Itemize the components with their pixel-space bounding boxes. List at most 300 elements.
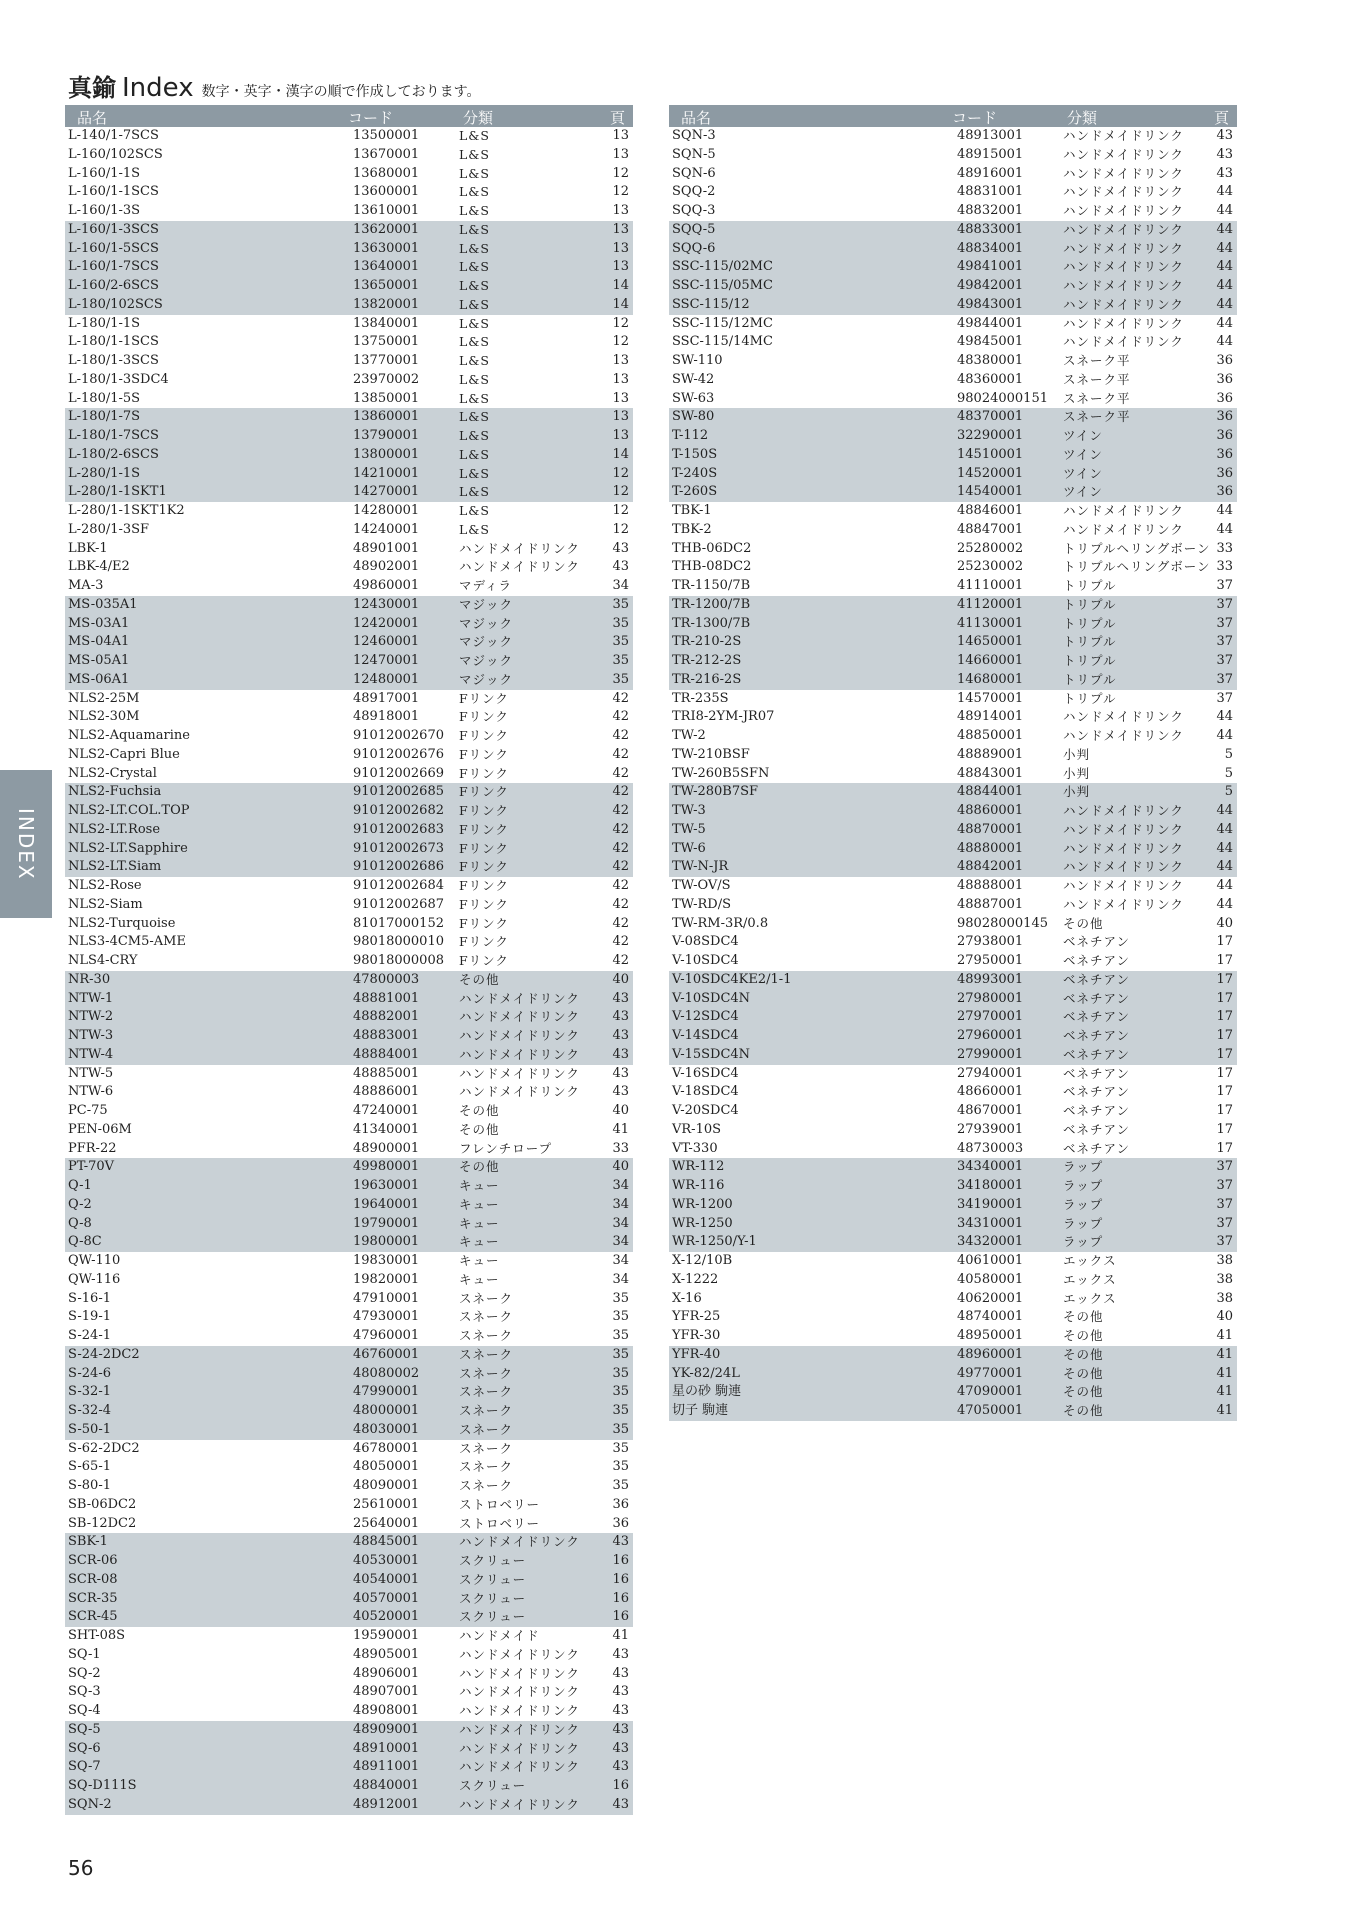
table-row <box>65 1796 633 1815</box>
cell-code: 49845001 <box>957 334 1024 350</box>
index-side-tab[interactable] <box>0 770 52 918</box>
cell-category: エックス <box>1063 1253 1117 1268</box>
cell-page: 44 <box>1216 278 1233 293</box>
cell-category: ストロベリー <box>459 1515 541 1531</box>
cell-code: 91012002684 <box>353 878 444 893</box>
cell-code: 14270001 <box>353 484 420 500</box>
cell-code: 13800001 <box>353 446 420 462</box>
cell-page: 43 <box>612 1646 629 1662</box>
cell-page: 17 <box>1216 1121 1233 1137</box>
cell-category: ツイン <box>1063 446 1103 462</box>
table-row <box>65 390 633 409</box>
cell-page: 38 <box>1216 1290 1233 1306</box>
cell-category: ベネチアン <box>1063 1065 1131 1081</box>
cell-category: スクリュー <box>459 1778 527 1793</box>
cell-code: 14570001 <box>957 690 1024 706</box>
cell-category: ラップ <box>1063 1159 1104 1175</box>
cell-page: 43 <box>612 1759 629 1775</box>
cell-page: 41 <box>612 1628 629 1643</box>
cell-code: 48906001 <box>353 1665 420 1681</box>
cell-page: 40 <box>612 1103 629 1118</box>
table-row <box>669 558 1237 577</box>
cell-page: 35 <box>612 1440 629 1456</box>
table-row <box>65 615 633 634</box>
cell-page: 43 <box>612 1721 629 1737</box>
cell-name: L-160/1-5SCS <box>68 240 159 256</box>
cell-category: スネーク <box>459 1346 514 1362</box>
table-header <box>65 105 633 127</box>
cell-page: 43 <box>612 1009 629 1025</box>
table-row <box>65 521 633 540</box>
cell-code: 19640001 <box>353 1196 420 1212</box>
cell-name: TW-210BSF <box>672 746 750 762</box>
cell-category: その他 <box>459 1121 500 1137</box>
table-row <box>669 408 1237 427</box>
cell-name: SCR-06 <box>68 1553 118 1568</box>
cell-category: スクリュー <box>459 1590 527 1606</box>
cell-code: 49842001 <box>957 278 1024 293</box>
table-row <box>669 933 1237 952</box>
cell-category: マジック <box>459 671 514 687</box>
cell-page: 43 <box>612 1740 629 1756</box>
cell-category: キュー <box>459 1196 500 1212</box>
cell-name: NLS2-30M <box>68 709 140 725</box>
cell-name: NLS3-4CM5-AME <box>68 934 186 950</box>
cell-category: その他 <box>1063 1365 1104 1381</box>
cell-name: V-15SDC4N <box>672 1046 751 1062</box>
table-row <box>65 333 633 352</box>
cell-name: YFR-30 <box>672 1328 721 1343</box>
cell-category: L&S <box>459 503 490 518</box>
cell-code: 48090001 <box>353 1478 420 1493</box>
cell-name: QW-116 <box>68 1271 121 1287</box>
cell-name: Q-8C <box>68 1234 102 1250</box>
cell-page: 42 <box>612 709 629 725</box>
table-row <box>669 521 1237 540</box>
cell-page: 44 <box>1216 315 1233 331</box>
cell-name: S-16-1 <box>68 1290 111 1306</box>
table-row <box>65 1027 633 1046</box>
side-tab-label: INDEX <box>14 807 38 881</box>
table-row <box>65 1552 633 1571</box>
cell-page: 42 <box>612 821 629 837</box>
cell-name: NR-30 <box>68 971 111 987</box>
cell-category: その他 <box>459 1103 500 1118</box>
cell-page: 13 <box>612 428 629 443</box>
cell-name: V-10SDC4KE2/1-1 <box>672 971 792 987</box>
cell-category: L&S <box>459 259 490 275</box>
cell-name: S-32-1 <box>68 1384 111 1400</box>
table-row <box>669 1065 1237 1084</box>
cell-code: 13630001 <box>353 240 420 256</box>
cell-code: 48834001 <box>957 240 1024 256</box>
cell-category: ハンドメイドリンク <box>1063 521 1184 537</box>
table-row <box>65 1421 633 1440</box>
table-row <box>65 690 633 709</box>
cell-page: 35 <box>612 1309 629 1325</box>
cell-name: L-160/1-7SCS <box>68 259 159 275</box>
cell-category: エックス <box>1063 1271 1117 1287</box>
cell-page: 36 <box>1216 465 1233 481</box>
cell-name: 星の砂 駒連 <box>672 1384 742 1400</box>
header-category: 分類 <box>1067 109 1098 127</box>
table-row <box>65 1327 633 1346</box>
cell-code: 27980001 <box>957 990 1024 1006</box>
cell-page: 40 <box>612 1159 629 1175</box>
cell-name: NTW-1 <box>68 990 114 1006</box>
cell-category: ハンドメイドリンク <box>1063 240 1184 256</box>
cell-name: L-280/1-1SKT1K2 <box>68 503 185 518</box>
cell-page: 34 <box>612 1215 629 1231</box>
cell-page: 13 <box>612 371 629 387</box>
table-row <box>669 333 1237 352</box>
cell-category: トリプル <box>1063 615 1117 631</box>
table-row <box>65 408 633 427</box>
cell-category: ハンドメイドリンク <box>459 990 580 1006</box>
cell-page: 36 <box>1216 446 1233 462</box>
table-header <box>669 105 1237 127</box>
cell-page: 37 <box>1216 1196 1233 1212</box>
cell-name: NLS4-CRY <box>68 953 138 968</box>
table-row <box>669 240 1237 259</box>
cell-page: 41 <box>1216 1403 1233 1418</box>
cell-code: 48950001 <box>957 1328 1024 1343</box>
cell-category: ハンドメイドリンク <box>1063 278 1184 293</box>
cell-category: スネーク平 <box>1063 409 1131 425</box>
table-row <box>669 802 1237 821</box>
table-row <box>65 821 633 840</box>
cell-category: ベネチアン <box>1063 990 1131 1006</box>
table-row <box>65 1065 633 1084</box>
table-row <box>669 1121 1237 1140</box>
cell-page: 43 <box>612 1065 629 1081</box>
cell-category: スクリュー <box>459 1553 527 1568</box>
cell-category: ハンドメイドリンク <box>459 1721 580 1737</box>
cell-code: 48360001 <box>957 371 1024 387</box>
table-row <box>65 577 633 596</box>
table-row <box>65 1402 633 1421</box>
cell-page: 36 <box>612 1496 629 1512</box>
cell-category: ベネチアン <box>1063 953 1131 968</box>
table-row <box>65 371 633 390</box>
cell-category: L&S <box>459 371 490 387</box>
cell-category: ベネチアン <box>1063 971 1131 987</box>
cell-name: SQQ-3 <box>672 203 716 218</box>
table-row <box>65 652 633 671</box>
table-row <box>65 1758 633 1777</box>
title-main: 真鍮 <box>68 74 116 102</box>
cell-category: スネーク <box>459 1459 514 1475</box>
cell-category: L&S <box>459 428 490 443</box>
cell-code: 14520001 <box>957 465 1024 481</box>
cell-category: ツイン <box>1063 428 1103 443</box>
table-row <box>65 1083 633 1102</box>
cell-page: 35 <box>612 596 629 612</box>
cell-page: 37 <box>1216 671 1233 687</box>
cell-name: NLS2-Rose <box>68 878 142 893</box>
cell-code: 13500001 <box>353 128 420 143</box>
cell-category: キュー <box>459 1178 500 1193</box>
table-row <box>669 1215 1237 1234</box>
cell-category: ベネチアン <box>1063 1009 1131 1025</box>
cell-name: SQ-2 <box>68 1665 101 1681</box>
cell-category: スネーク <box>459 1290 514 1306</box>
table-row <box>669 465 1237 484</box>
table-row <box>669 765 1237 784</box>
cell-name: Q-8 <box>68 1215 92 1231</box>
cell-category: ハンドメイドリンク <box>1063 221 1184 237</box>
cell-category: フレンチロープ <box>459 1140 553 1156</box>
cell-name: MS-06A1 <box>68 671 130 687</box>
cell-page: 43 <box>612 1046 629 1062</box>
cell-page: 16 <box>612 1571 629 1587</box>
cell-category: トリプルヘリングボーン <box>1063 540 1211 556</box>
cell-page: 13 <box>612 221 629 237</box>
cell-name: S-24-6 <box>68 1365 111 1381</box>
table-row <box>65 1233 633 1252</box>
table-row <box>65 427 633 446</box>
table-row <box>65 258 633 277</box>
cell-page: 36 <box>1216 409 1233 425</box>
cell-name: L-180/2-6SCS <box>68 446 159 462</box>
cell-name: TW-N-JR <box>672 859 729 875</box>
cell-code: 49980001 <box>353 1159 420 1175</box>
cell-code: 47910001 <box>353 1290 420 1306</box>
cell-category: スネーク平 <box>1063 390 1131 406</box>
cell-code: 48845001 <box>353 1534 420 1550</box>
table-row <box>65 840 633 859</box>
table-row <box>669 746 1237 765</box>
cell-name: Q-2 <box>68 1196 92 1212</box>
cell-code: 49860001 <box>353 578 420 593</box>
cell-category: マディラ <box>459 578 513 593</box>
cell-page: 41 <box>612 1121 629 1137</box>
table-row <box>669 1196 1237 1215</box>
table-row <box>65 727 633 746</box>
cell-name: L-180/1-1S <box>68 315 141 331</box>
cell-category: L&S <box>459 390 490 406</box>
cell-code: 34180001 <box>957 1178 1024 1193</box>
cell-category: L&S <box>459 278 490 293</box>
cell-category: ハンドメイドリンク <box>1063 859 1184 875</box>
cell-name: YK-82/24L <box>672 1365 740 1381</box>
cell-code: 41340001 <box>353 1121 420 1137</box>
cell-page: 34 <box>612 1253 629 1268</box>
cell-code: 48901001 <box>353 540 420 556</box>
cell-category: Fリンク <box>459 784 509 800</box>
cell-category: キュー <box>459 1253 500 1268</box>
cell-page: 35 <box>612 634 629 650</box>
cell-page: 13 <box>612 128 629 143</box>
cell-code: 48870001 <box>957 821 1024 837</box>
cell-name: SQ-1 <box>68 1646 101 1662</box>
cell-name: NLS2-Fuchsia <box>68 784 162 800</box>
cell-name: TR-212-2S <box>672 653 742 668</box>
table-row <box>65 915 633 934</box>
cell-name: TR-210-2S <box>672 634 742 650</box>
cell-category: エックス <box>1063 1290 1117 1306</box>
table-row <box>65 783 633 802</box>
cell-name: NLS2-Turquoise <box>68 915 176 931</box>
cell-code: 48080002 <box>353 1365 420 1381</box>
cell-name: SCR-35 <box>68 1590 118 1606</box>
cell-category: スネーク <box>459 1478 514 1493</box>
table-row <box>669 483 1237 502</box>
cell-category: L&S <box>459 146 490 162</box>
cell-code: 40610001 <box>957 1253 1024 1268</box>
cell-code: 48993001 <box>957 971 1024 987</box>
table-row <box>669 1083 1237 1102</box>
cell-page: 37 <box>1216 1159 1233 1175</box>
table-row <box>65 165 633 184</box>
cell-category: Fリンク <box>459 821 509 837</box>
cell-code: 23970002 <box>353 371 420 387</box>
index-table-left <box>65 105 633 1815</box>
cell-code: 98028000145 <box>957 915 1048 931</box>
cell-name: L-180/1-3SCS <box>68 353 159 368</box>
cell-category: スネーク <box>459 1403 514 1418</box>
cell-page: 35 <box>612 1290 629 1306</box>
cell-category: 小判 <box>1063 746 1091 762</box>
table-row <box>669 690 1237 709</box>
cell-category: ベネチアン <box>1063 1046 1131 1062</box>
cell-name: PEN-06M <box>68 1121 132 1137</box>
table-body-right <box>669 127 1237 1421</box>
cell-code: 12420001 <box>353 615 420 631</box>
cell-name: TW-OV/S <box>672 878 731 893</box>
cell-code: 47930001 <box>353 1309 420 1325</box>
cell-code: 48840001 <box>353 1778 420 1793</box>
cell-name: MS-035A1 <box>68 596 138 612</box>
cell-category: ハンドメイドリンク <box>1063 128 1184 143</box>
cell-category: L&S <box>459 521 490 537</box>
cell-category: Fリンク <box>459 765 509 781</box>
cell-category: その他 <box>459 971 500 987</box>
cell-page: 37 <box>1216 653 1233 668</box>
cell-category: Fリンク <box>459 896 509 912</box>
cell-page: 37 <box>1216 690 1233 706</box>
cell-name: V-08SDC4 <box>672 934 739 950</box>
cell-name: L-180/102SCS <box>68 296 163 312</box>
table-row <box>65 1721 633 1740</box>
cell-page: 44 <box>1216 878 1233 893</box>
cell-category: L&S <box>459 353 490 368</box>
cell-name: TW-280B7SF <box>672 784 759 800</box>
cell-category: ハンドメイドリンク <box>459 1740 580 1756</box>
table-row <box>65 240 633 259</box>
cell-code: 19590001 <box>353 1628 420 1643</box>
cell-name: L-280/1-1S <box>68 465 141 481</box>
table-row <box>669 371 1237 390</box>
title-sub: Index <box>122 73 194 103</box>
cell-page: 14 <box>612 278 629 293</box>
cell-name: SQ-6 <box>68 1740 101 1756</box>
cell-code: 48843001 <box>957 765 1024 781</box>
cell-code: 48030001 <box>353 1421 420 1437</box>
cell-code: 13610001 <box>353 203 420 218</box>
cell-page: 43 <box>612 1534 629 1550</box>
cell-category: ラップ <box>1063 1215 1104 1231</box>
table-row <box>65 1140 633 1159</box>
cell-page: 17 <box>1216 971 1233 987</box>
table-row <box>65 971 633 990</box>
cell-code: 14680001 <box>957 671 1024 687</box>
cell-name: SQN-5 <box>672 146 716 162</box>
cell-name: V-10SDC4N <box>672 990 751 1006</box>
cell-category: ハンドメイドリンク <box>1063 878 1184 893</box>
table-row <box>669 1290 1237 1309</box>
cell-code: 25610001 <box>353 1496 420 1512</box>
cell-code: 48846001 <box>957 503 1024 518</box>
index-table-right <box>669 105 1237 1421</box>
cell-page: 34 <box>612 578 629 593</box>
cell-page: 12 <box>612 165 629 181</box>
cell-category: ベネチアン <box>1063 1028 1131 1043</box>
table-row <box>65 1533 633 1552</box>
cell-page: 14 <box>612 446 629 462</box>
cell-category: L&S <box>459 315 490 331</box>
cell-page: 40 <box>1216 1309 1233 1325</box>
cell-category: ベネチアン <box>1063 1121 1131 1137</box>
table-row <box>669 446 1237 465</box>
cell-category: スネーク平 <box>1063 353 1131 368</box>
table-row <box>65 1440 633 1459</box>
cell-category: マジック <box>459 653 514 668</box>
cell-code: 27950001 <box>957 953 1024 968</box>
cell-name: SCR-45 <box>68 1609 118 1625</box>
cell-category: Fリンク <box>459 953 509 968</box>
cell-category: ハンドメイドリンク <box>459 1646 580 1662</box>
cell-name: V-20SDC4 <box>672 1103 739 1118</box>
cell-name: WR-116 <box>672 1178 725 1193</box>
table-row <box>65 1158 633 1177</box>
table-row <box>669 540 1237 559</box>
cell-page: 42 <box>612 784 629 800</box>
cell-category: L&S <box>459 203 490 218</box>
cell-page: 16 <box>612 1778 629 1793</box>
table-row <box>669 146 1237 165</box>
cell-category: ハンドメイド <box>459 1628 540 1643</box>
cell-code: 19820001 <box>353 1271 420 1287</box>
cell-page: 36 <box>1216 353 1233 368</box>
cell-page: 41 <box>1216 1346 1233 1362</box>
cell-category: ハンドメイドリンク <box>459 1759 580 1775</box>
cell-code: 48905001 <box>353 1646 420 1662</box>
cell-name: SW-80 <box>672 409 715 425</box>
cell-code: 91012002687 <box>353 896 444 912</box>
table-row <box>65 1046 633 1065</box>
cell-code: 48370001 <box>957 409 1024 425</box>
cell-page: 35 <box>612 1328 629 1343</box>
cell-code: 12430001 <box>353 596 420 612</box>
cell-code: 41120001 <box>957 596 1024 612</box>
cell-category: L&S <box>459 221 490 237</box>
cell-page: 12 <box>612 465 629 481</box>
table-row <box>669 1271 1237 1290</box>
table-row <box>65 446 633 465</box>
cell-code: 34340001 <box>957 1159 1024 1175</box>
cell-category: スネーク平 <box>1063 371 1131 387</box>
cell-code: 40520001 <box>353 1609 420 1625</box>
table-row <box>65 802 633 821</box>
table-row <box>65 1590 633 1609</box>
cell-page: 35 <box>612 1478 629 1493</box>
cell-code: 98018000010 <box>353 934 444 950</box>
cell-page: 40 <box>1216 915 1233 931</box>
cell-page: 43 <box>612 540 629 556</box>
table-row <box>65 708 633 727</box>
cell-name: SQN-2 <box>68 1796 112 1812</box>
